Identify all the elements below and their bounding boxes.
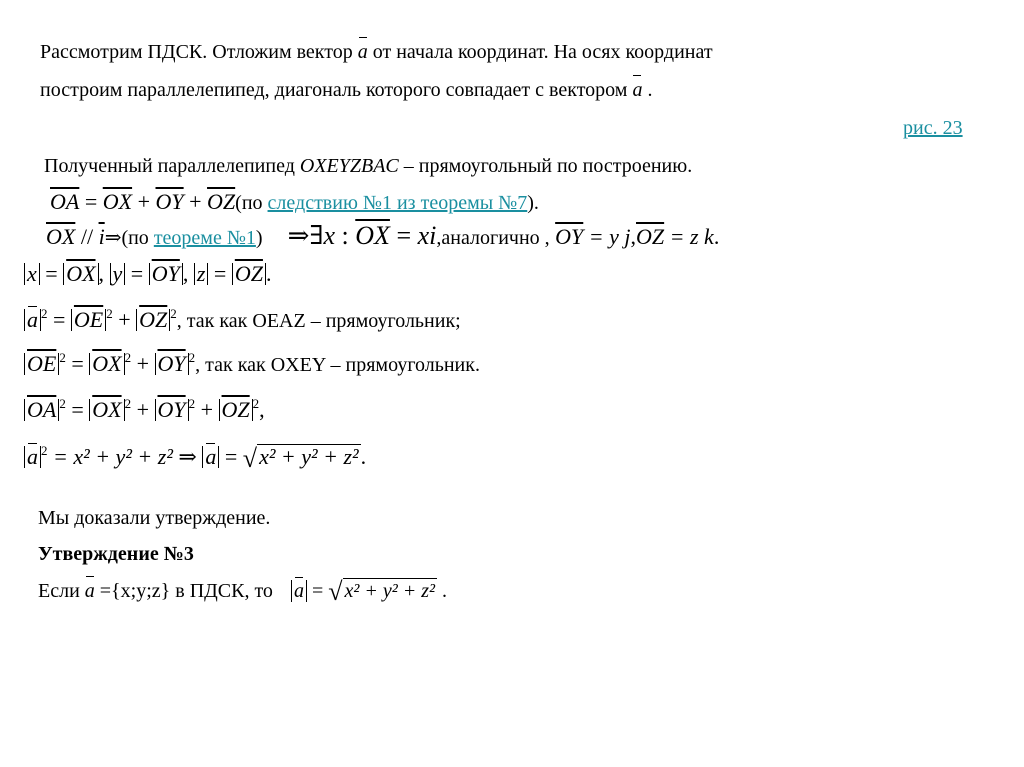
vector-oz: $\overline{OZ}$: [139, 307, 168, 332]
note-text: ,аналогично ,: [436, 227, 550, 249]
term-zk: = z k: [664, 224, 714, 249]
sqrt-radicand: x² + y² + z²: [344, 580, 436, 602]
box-line: [44, 154, 692, 178]
corollary-link[interactable]: следствию №1 из теоремы №7: [267, 192, 528, 214]
comma: ,: [259, 397, 265, 422]
figure-link-row: [903, 116, 963, 140]
vector-ox: $\overline{OX}$: [46, 224, 76, 249]
vector-oa: $\overline{OA}$: [27, 397, 57, 422]
var-x: x: [323, 221, 336, 250]
vector-ox: $\overline{OX}$: [66, 261, 96, 286]
vector-oz: $\overline{OZ}$: [207, 189, 236, 214]
note-text: , так как OXEY – прямоугольник.: [195, 354, 480, 376]
equation-result: a $^2$ = x² + y² + z² ⇒ a = √x² + y² + z².: [24, 444, 366, 471]
term-xi: xi: [417, 221, 437, 250]
box-name: OXEYZBAC: [299, 155, 399, 177]
vector-oz: $\overline{OZ}$: [221, 397, 250, 422]
box-text: Полученный параллелепипед: [44, 155, 300, 177]
intro-text: от начала координат. На осях координат: [367, 41, 713, 63]
sqrt-expression: √ x² + y² + z²: [328, 577, 436, 606]
vector-oy: $\overline{OY}$: [555, 224, 584, 249]
vector-a: a: [27, 444, 38, 469]
intro-text: построим параллелепипед, диагональ которого совпадает с вектором: [40, 79, 633, 101]
comma: ,: [630, 224, 637, 249]
vector-a: a: [357, 41, 368, 63]
vector-a: a: [27, 307, 38, 332]
equals: =: [219, 444, 243, 469]
vector-i: $\overline{i}$: [98, 224, 105, 249]
equals: =: [306, 580, 329, 602]
parallel-sign: //: [75, 224, 99, 249]
theorem-link[interactable]: теореме №1: [153, 227, 256, 249]
intro-text: .: [642, 79, 653, 101]
sqrt-radicand: x² + y² + z²: [259, 444, 359, 469]
note-text: ⇒(по: [104, 227, 154, 249]
abs-z: z: [194, 263, 209, 285]
vector-ox: $\overline{OX}$: [92, 351, 122, 376]
equation-sum: $\overline{OA} = \overline{OX} + \overline{OY} + \overline{OZ}(по$ следствию №1 из теоремы №7).: [50, 189, 539, 214]
equals: =: [389, 221, 418, 250]
statement-title-text: Утверждение №3: [38, 543, 194, 565]
proved-text: Мы доказали утверждение.: [38, 507, 271, 529]
note-text: , так как OEAZ – прямоугольник;: [176, 310, 461, 332]
vector-oy: $\overline{OY}$: [151, 261, 180, 286]
vector-a: a: [293, 580, 304, 602]
statement-text: Если: [38, 580, 85, 602]
sqrt-expression: √x² + y² + z²: [242, 444, 359, 473]
statement-line: [38, 578, 447, 604]
vector-oe: $\overline{OE}$: [73, 307, 104, 332]
equation-collinear: [46, 221, 720, 250]
note-text: ).: [527, 192, 539, 214]
equation-oxey: $\overline{OE}$ $^2 = \overline{OX}$ $^2 + \overline{OY}$ $^2$, так как OXEY – прямоугольник.: [24, 352, 480, 377]
intro-line-2: [40, 78, 652, 102]
proved-line: [38, 506, 270, 530]
intro-text: Рассмотрим ПДСК. Отложим вектор: [40, 41, 358, 63]
equation-lengths: $x = \overline{OX}$ , $y = \overline{OY}$ , $z = \overline{OZ}$ .: [24, 262, 271, 286]
vector-ox: $\overline{OX}$: [102, 189, 133, 214]
equation-oeaz: a $^2 = \overline{OE}$ $^2 + \overline{OZ}$ $^2$, так как OEAZ – прямоугольник;: [24, 308, 461, 333]
box-text: – прямоугольный по построению.: [398, 155, 693, 177]
vector-oy: $\overline{OY}$: [157, 397, 186, 422]
abs-x: x: [24, 263, 40, 285]
vector-a: a: [632, 79, 643, 101]
statement-title: [38, 542, 194, 566]
equation-oa-sum: $\overline{OA}$ $^2 = \overline{OX}$ $^2 + \overline{OY}$ $^2 + \overline{OZ}$ $^2$,: [24, 398, 265, 422]
vector-oz: $\overline{OZ}$: [234, 261, 263, 286]
vector-oa: $\overline{OA}$: [50, 189, 80, 214]
vector-oy: $\overline{OY}$: [155, 189, 184, 214]
exists-symbol: ⇒∃: [287, 221, 324, 250]
note-text: (по: [235, 192, 268, 214]
vector-a: a: [84, 580, 95, 602]
vector-oe: $\overline{OE}$: [27, 351, 57, 376]
vector-ox: $\overline{OX}$: [92, 397, 122, 422]
period: .: [437, 580, 448, 602]
figure-link[interactable]: рис. 23: [903, 117, 963, 139]
vector-oy: $\overline{OY}$: [157, 351, 186, 376]
intro-line-1: [40, 40, 713, 64]
colon: :: [335, 221, 356, 250]
term-yj: = y j: [583, 224, 631, 249]
abs-y: y: [110, 263, 126, 285]
statement-text: ={x;y;z} в ПДСК, то: [94, 580, 278, 602]
period: .: [713, 224, 720, 249]
vector-a: a: [205, 444, 217, 469]
vector-ox: $\overline{OX}$: [355, 221, 390, 250]
sum-squares: = x² + y² + z² ⇒: [53, 444, 197, 469]
note-text: ): [255, 227, 263, 249]
period: .: [360, 444, 367, 469]
vector-oz: $\overline{OZ}$: [636, 224, 665, 249]
